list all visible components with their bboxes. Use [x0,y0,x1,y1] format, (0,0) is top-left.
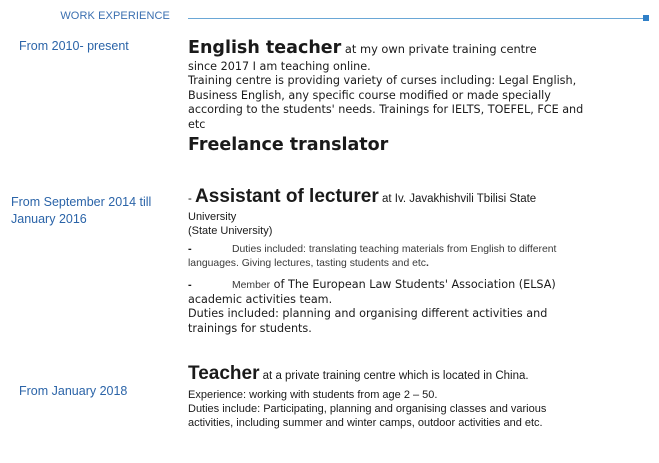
membership-paragraph [188,275,608,336]
description-line: etc [188,117,206,131]
duties-text: languages. Giving lectures, tasting students and etc [188,258,426,269]
description-line: activities, including summer and winter camps, outdoor activities and etc. [188,417,543,429]
job-title: Assistant of lecturer [195,186,379,207]
job-title: Teacher [188,363,260,384]
duties-line-2 [188,257,608,271]
entry-date: From January 2018 [19,384,128,398]
description-line: Business English, any specific course modified or made specially [188,88,551,102]
job-title-rest: at my own private training centre [341,42,537,56]
description-line: according to the students' needs. Trainings for IELTS, TOEFEL, FCE and [188,103,584,117]
divider-marker-icon [643,15,649,21]
membership-line: trainings for students. [188,321,312,335]
entry-title-line [188,37,608,60]
job-title-rest: at Iv. Javakhishvili Tbilisi State [378,193,537,205]
entry-assistant-lecturer [188,186,608,336]
entry-title-line [188,362,608,388]
title-prefix: - [188,193,196,205]
section-title: WORK EXPERIENCE [60,10,170,22]
duties-line: Duties included: translating teaching materials from English to different [232,244,557,255]
description-line: Experience: working with students from age 2 – 50. [188,389,438,401]
bullet-dash: - [188,243,192,255]
section-divider [188,18,649,19]
description-line: Training centre is providing variety of curses including: Legal English, [188,74,577,88]
duties-period: . [425,258,429,269]
entry-teacher-china [188,362,608,430]
institution-line: University [188,211,237,223]
entry-description [188,60,608,132]
institution-subtitle: (State University) [188,225,273,237]
member-prefix: Member [232,280,271,291]
duties-paragraph [188,242,608,271]
entry-date: From September 2014 till January 2016 [11,195,152,226]
membership-line: academic activities team. [188,293,333,306]
member-rest: of The European Law Students' Association (ELSA) [270,278,556,291]
description-line: since 2017 I am teaching online. [188,60,371,73]
entry-description [188,388,608,430]
entry-title-line [188,186,608,210]
job-title: English teacher [188,38,342,58]
entry-english-teacher [188,37,608,156]
membership-line: Duties included: planning and organising different activities and [188,307,548,321]
job-title-rest: at a private training centre which is located in China. [259,370,529,382]
entry-date: From 2010- present [19,39,129,53]
bullet-dash: - [188,279,192,291]
secondary-job-title: Freelance translator [188,135,389,156]
description-line: Duties include: Participating, planning and organising classes and various [188,403,547,415]
